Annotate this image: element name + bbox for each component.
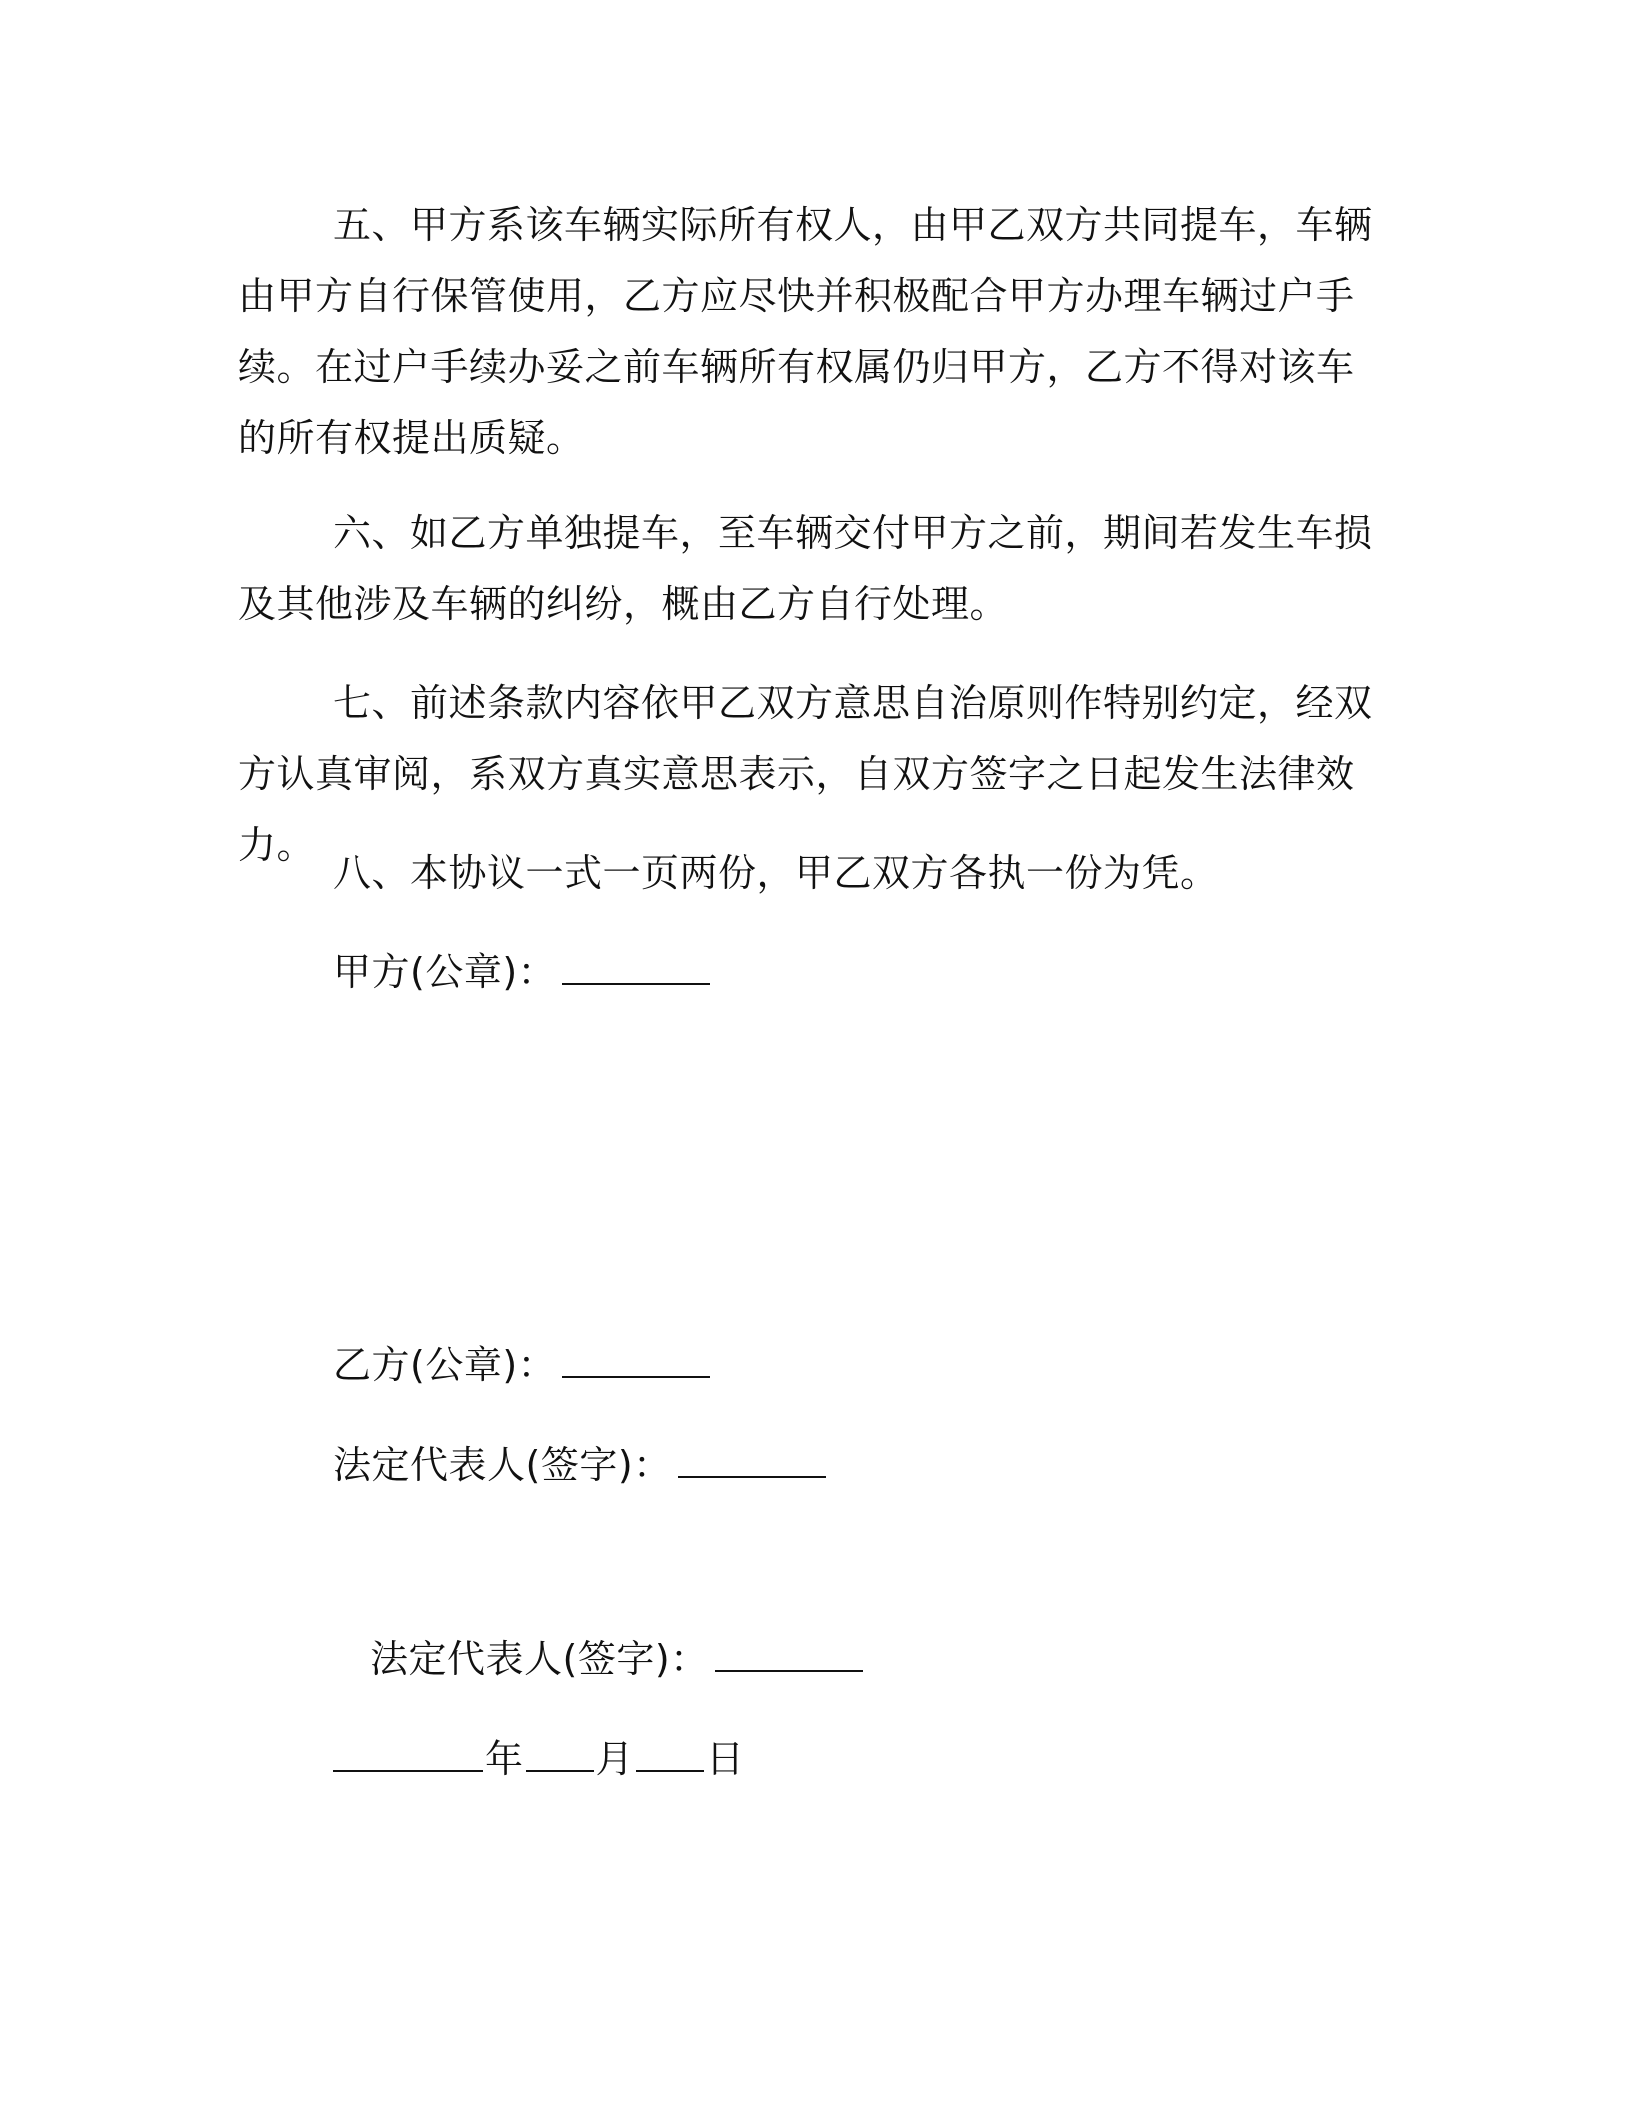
year-blank[interactable] [333,1732,483,1772]
legal-rep-signature-line-1 [333,1438,826,1490]
party-b-signature-line [333,1338,710,1390]
month-label: 月 [595,1737,635,1781]
day-label: 日 [706,1737,745,1781]
month-blank[interactable] [526,1732,594,1772]
year-label: 年 [485,1737,524,1781]
party-a-label: 甲方(公章)： [333,950,557,994]
day-blank[interactable] [636,1732,704,1772]
legal-rep-label-1: 法定代表人(签字)： [333,1443,672,1487]
party-b-label: 乙方(公章)： [333,1343,557,1387]
clause-seven: 七、前述条款内容依甲乙双方意思自治原则作特别约定，经双方认真审阅，系双方真实意思表示，自双方签字之日起发生法律效力。 [238,681,1373,867]
party-a-seal-blank[interactable] [562,945,710,985]
party-b-seal-blank[interactable] [562,1338,710,1378]
legal-rep-label-2: 法定代表人(签字)： [370,1637,709,1681]
legal-rep-signature-blank-2[interactable] [715,1632,863,1672]
legal-rep-signature-line-2 [370,1632,863,1684]
date-line [333,1732,745,1784]
party-a-signature-line [333,945,710,997]
clause-five: 五、甲方系该车辆实际所有权人，由甲乙双方共同提车，车辆由甲方自行保管使用，乙方应尽快并积极配合甲方办理车辆过户手续。在过户手续办妥之前车辆所有权属仍归甲方，乙方不得对该车的所有权提出质疑。 [238,203,1373,460]
clause-six: 六、如乙方单独提车，至车辆交付甲方之前，期间若发生车损及其他涉及车辆的纠纷，概由乙方自行处理。 [238,511,1373,626]
clause-eight: 八、本协议一式一页两份，甲乙双方各执一份为凭。 [333,851,1219,895]
legal-rep-signature-blank-1[interactable] [678,1438,826,1478]
